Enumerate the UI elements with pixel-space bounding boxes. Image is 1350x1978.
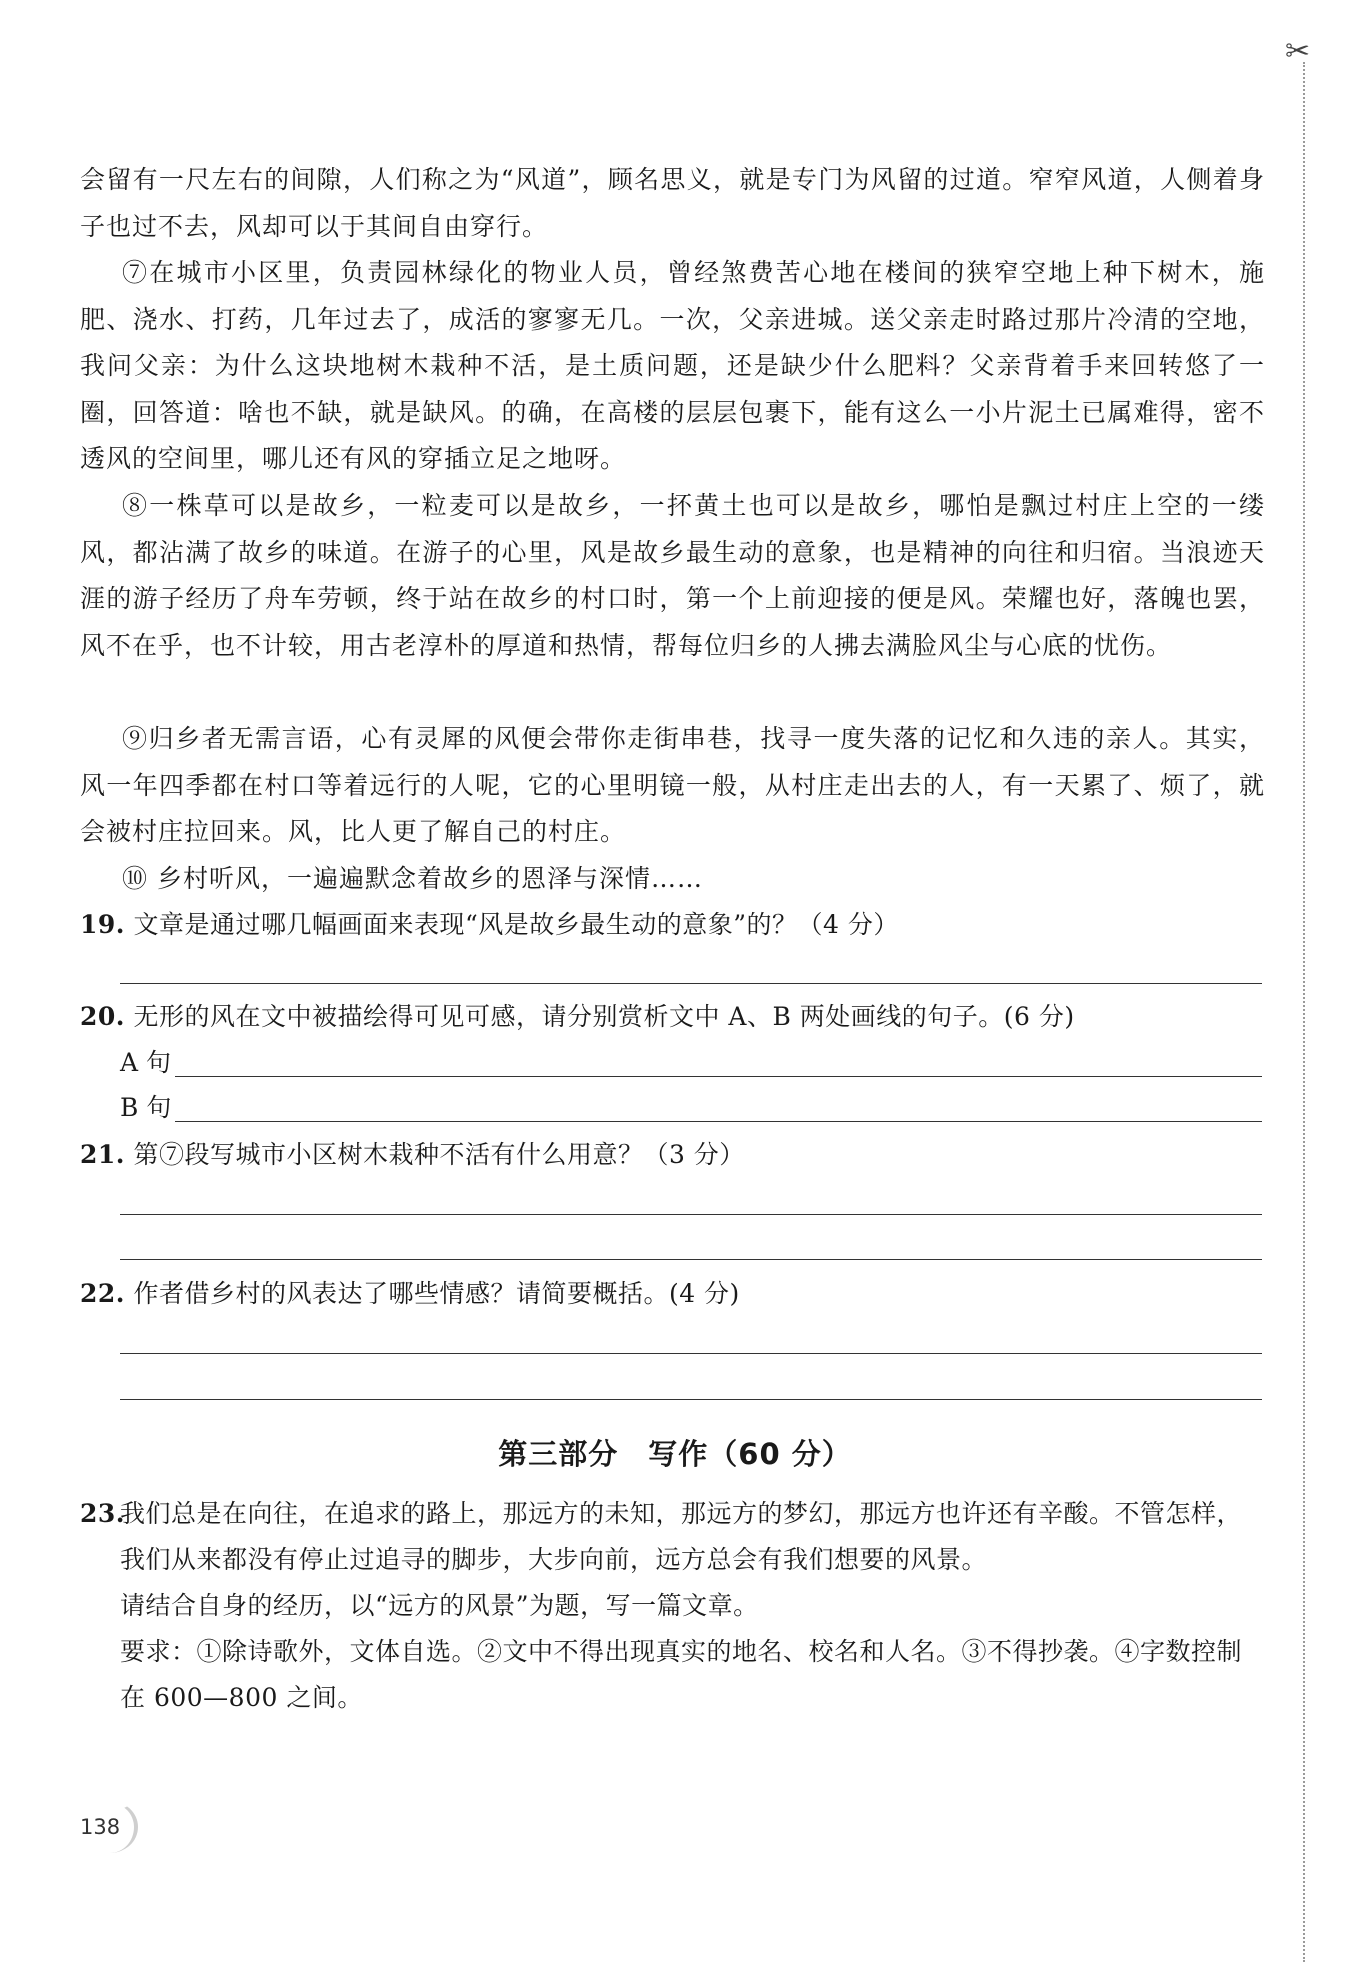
question-text: 文章是通过哪几幅画面来表现“风是故乡最生动的意象”的？（4 分） xyxy=(133,910,899,939)
section-title: 第三部分 写作（60 分） xyxy=(498,1437,852,1471)
answer-line-b[interactable] xyxy=(175,1121,1262,1122)
answer-line[interactable] xyxy=(120,1399,1262,1400)
passage-paragraph-7: ⑦在城市小区里，负责园林绿化的物业人员，曾经煞费苦心地在楼间的狭窄空地上种下树木，施肥、浇水、打药，几年过去了，成活的寥寥无几。一次，父亲进城。送父亲走时路过那片冷清的空地，我问父亲：为什么这块地树木栽种不活，是土质问题，还是缺少什么肥料？父亲背着手来回转悠了一圈，回答道：啥也不缺，就是缺风。的确，在高楼的层层包裹下，能有这么一小片泥土已属难得，密不透风的空间里，哪儿还有风的穿插立足之地呀。 xyxy=(80,258,1265,473)
passage-paragraph-10: ⑩ 乡村听风，一遍遍默念着故乡的恩泽与深情…… xyxy=(122,864,703,893)
question-text: 作者借乡村的风表达了哪些情感？请简要概括。(4 分) xyxy=(133,1279,740,1308)
answer-label-b: B 句 xyxy=(120,1093,172,1122)
question-21 xyxy=(80,1135,1265,1175)
question-19 xyxy=(80,905,1265,945)
answer-line[interactable] xyxy=(120,1353,1262,1354)
question-number: 21. xyxy=(80,1140,125,1169)
question-number: 22. xyxy=(80,1279,125,1308)
answer-line[interactable] xyxy=(120,1259,1262,1260)
answer-line-a[interactable] xyxy=(175,1076,1262,1077)
question-20 xyxy=(80,997,1265,1037)
question-number: 20. xyxy=(80,1002,125,1031)
scissors-icon: ✂ xyxy=(1285,34,1311,69)
cut-line xyxy=(1303,62,1305,1962)
question-text: 我们总是在向往，在追求的路上，那远方的未知，那远方的梦幻，那远方也许还有辛酸。不管怎样，我们从来都没有停止过追寻的脚步，大步向前，远方总会有我们想要的风景。 xyxy=(120,1499,1243,1574)
page-number xyxy=(76,1805,128,1845)
question-23-instruction: 请结合自身的经历，以“远方的风景”为题，写一篇文章。 xyxy=(120,1591,759,1620)
answer-line[interactable] xyxy=(120,983,1262,984)
passage-paragraph-continued: 会留有一尺左右的间隙，人们称之为“风道”，顾名思义，就是专门为风留的过道。窄窄风道，人侧着身子也过不去，风却可以于其间自由穿行。 xyxy=(80,165,1265,241)
question-23-prompt xyxy=(80,1491,1265,1583)
passage-paragraph-8: ⑧一株草可以是故乡，一粒麦可以是故乡，一抔黄土也可以是故乡，哪怕是飘过村庄上空的一缕风，都沾满了故乡的味道。在游子的心里，风是故乡最生动的意象，也是精神的向往和归宿。当浪迹天涯的游子经历了舟车劳顿，终于站在故乡的村口时，第一个上前迎接的便是风。荣耀也好，落魄也罢，风不在乎，也不计较，用古老淳朴的厚道和热情，帮每位归乡的人拂去满脸风尘与心底的忧伤。 xyxy=(80,491,1265,660)
passage-paragraph-9: ⑨归乡者无需言语，心有灵犀的风便会带你走街串巷，找寻一度失落的记忆和久违的亲人。其实，风一年四季都在村口等着远行的人呢，它的心里明镜一般，从村庄走出去的人，有一天累了、烦了，就会被村庄拉回来。风，比人更了解自己的村庄。 xyxy=(80,724,1265,846)
question-23 xyxy=(80,1491,1265,1721)
answer-label-a: A 句 xyxy=(120,1048,172,1077)
question-text: 无形的风在文中被描绘得可见可感，请分别赏析文中 A、B 两处画线的句子。(6 分) xyxy=(133,1002,1075,1031)
question-number: 19. xyxy=(80,910,125,939)
question-text: 第⑦段写城市小区树木栽种不活有什么用意？（3 分） xyxy=(133,1140,745,1169)
question-number: 23. xyxy=(80,1499,125,1528)
question-22 xyxy=(80,1274,1265,1314)
answer-line[interactable] xyxy=(120,1214,1262,1215)
question-23-requirements: 要求：①除诗歌外，文体自选。②文中不得出现真实的地名、校名和人名。③不得抄袭。④字数控制在 600—800 之间。 xyxy=(120,1637,1243,1712)
page-number-text: 138 xyxy=(80,1815,121,1839)
